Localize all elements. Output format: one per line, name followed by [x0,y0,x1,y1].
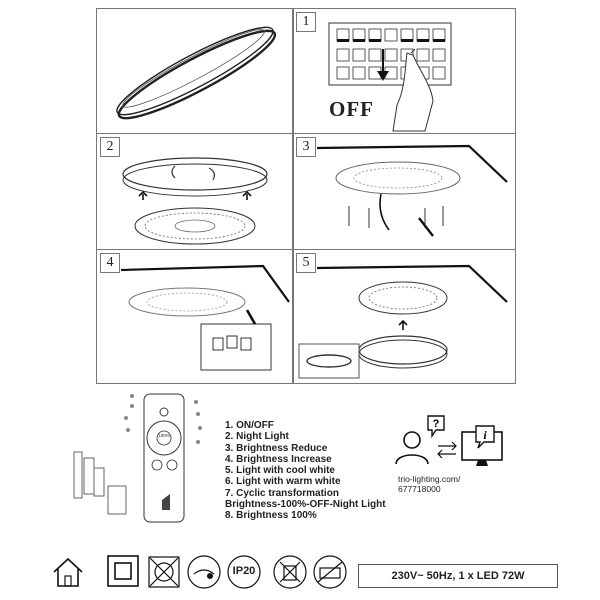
wiring-illustration [97,250,293,383]
legend-item: Brightness-100%-OFF-Night Light [225,499,386,511]
electrical-spec: 230V~ 50Hz, 1 x LED 72W [358,564,558,588]
remote-control-illustration [66,392,216,527]
legend-item: 7. Cyclic transformation [225,487,339,499]
indoor-use-icon [50,554,86,590]
step-number: 5 [296,253,316,273]
article-code: 677718000 [398,484,441,494]
website-link[interactable]: trio-lighting.com/ [398,474,461,484]
remote-center-label: 100% [158,433,170,438]
step-number: 1 [296,12,316,32]
product-panel [97,9,293,134]
step-2-panel [97,134,293,250]
customer-support-icon [392,412,512,470]
step-5-panel [293,250,515,383]
step-number: 3 [296,137,316,157]
legend-item: 5. Light with cool white [225,465,335,477]
remote-legend [225,420,386,522]
svg-text:?: ? [432,418,440,430]
off-label: OFF [329,97,374,121]
legend-item: 8. Brightness 100% [225,510,317,522]
step-number: 2 [100,137,120,157]
legend-item: 2. Night Light [225,431,289,443]
step-1-panel [293,9,515,134]
divider [293,9,294,383]
ceiling-lamp-illustration [97,9,293,134]
legend-item: 3. Brightness Reduce [225,442,328,454]
legend-item: 4. Brightness Increase [225,453,332,465]
ip-rating-icon [226,554,262,590]
step-3-panel [293,134,515,250]
contact-info [398,474,460,494]
legend-item: 6. Light with warm white [225,476,341,488]
no-dimmer-icon [146,554,182,590]
remove-cover-illustration [97,134,293,250]
step-4-panel [97,250,293,383]
led-module-icon [186,554,222,590]
instruction-frame [96,8,516,384]
svg-text:i: i [483,428,487,442]
protection-class-ii-icon [106,554,142,590]
bottom-symbol-bar [40,554,560,594]
attach-cover-illustration [293,250,515,383]
battery-remote-icon [312,554,348,590]
no-household-waste-icon [272,554,308,590]
step-number: 4 [100,253,120,273]
ip-rating-label: IP20 [232,565,256,577]
mount-base-illustration [293,134,515,250]
fuse-box-icon [293,9,515,134]
legend-item: 1. ON/OFF [225,420,274,431]
